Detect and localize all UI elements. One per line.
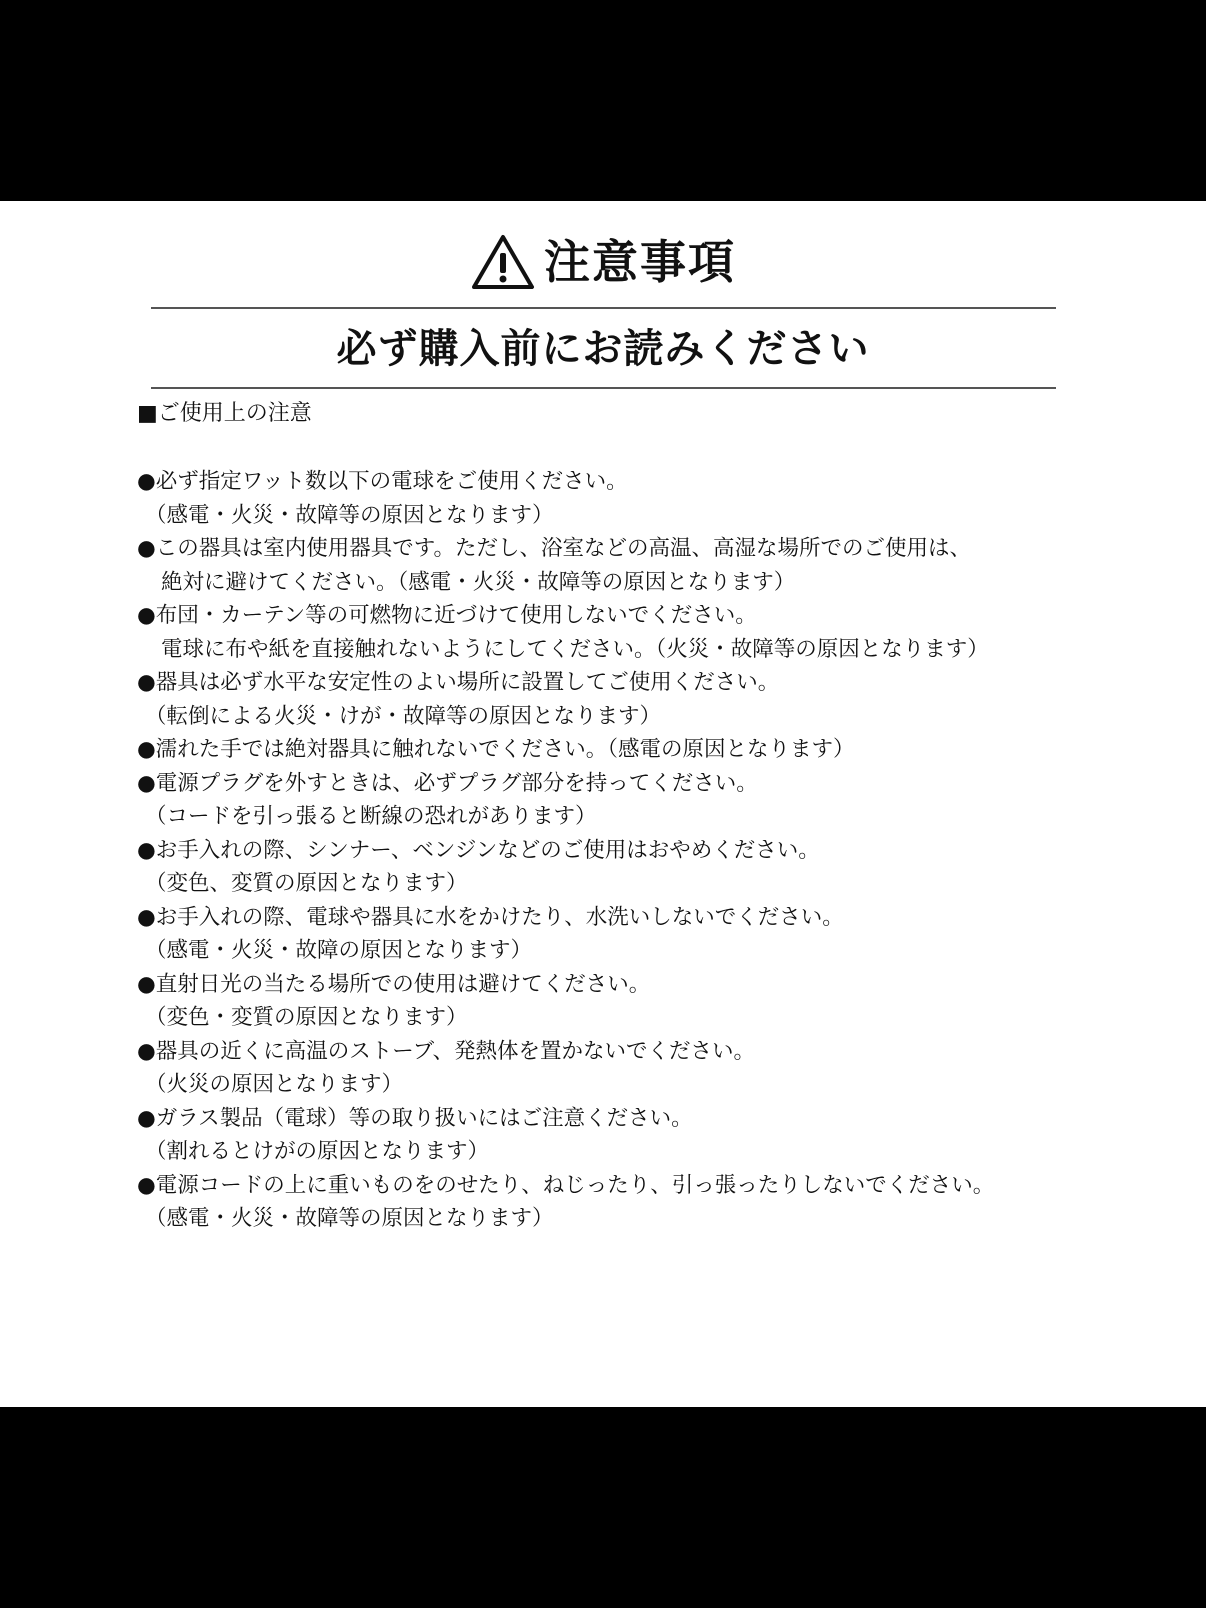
caution-item <box>137 1169 1067 1236</box>
caution-line: ●濡れた手では絶対器具に触れないでください。（感電の原因となります） <box>137 737 855 762</box>
caution-line: ●直射日光の当たる場所での使用は避けてください。 <box>137 971 651 997</box>
caution-line: ●電源プラグを外すときは、必ずプラグ部分を持ってください。 <box>137 770 758 796</box>
top-black-band <box>0 0 1206 201</box>
caution-item <box>137 834 1067 901</box>
caution-line: ●器具の近くに高温のストーブ、発熱体を置かないでください。 <box>137 1038 755 1064</box>
warning-triangle-icon <box>470 233 536 291</box>
caution-note: （感電・火災・故障の原因となります） <box>145 938 533 963</box>
caution-item <box>137 767 1067 834</box>
title-row <box>0 227 1206 297</box>
caution-item <box>137 532 1067 599</box>
caution-note: （感電・火災・故障等の原因となります） <box>145 502 554 528</box>
notice-sheet <box>0 201 1206 1407</box>
caution-note: （変色、変質の原因となります） <box>145 871 468 896</box>
caution-line: ●お手入れの際、電球や器具に水をかけたり、水洗いしないでください。 <box>137 904 844 930</box>
caution-item <box>137 1035 1067 1102</box>
caution-note: （割れるとけがの原因となります） <box>145 1139 490 1164</box>
caution-item <box>137 599 1067 666</box>
caution-line-continued: 電球に布や紙を直接触れないようにしてください。（火災・故障等の原因となります） <box>161 636 989 662</box>
caution-note: （転倒による火災・けが・故障等の原因となります） <box>145 703 662 729</box>
page-title: 注意事項 <box>544 235 736 289</box>
caution-item <box>137 968 1067 1035</box>
caution-line: ●お手入れの際、シンナー、ベンジンなどのご使用はおやめください。 <box>137 837 820 863</box>
caution-note: （変色・変質の原因となります） <box>145 1005 468 1030</box>
section-heading: ■ご使用上の注意 <box>137 401 312 426</box>
caution-line: ●ガラス製品（電球）等の取り扱いにはご注意ください。 <box>137 1105 693 1131</box>
caution-list <box>137 465 1067 1236</box>
caution-line: ●必ず指定ワット数以下の電球をご使用ください。 <box>137 469 628 494</box>
bottom-divider <box>151 387 1056 389</box>
page-subtitle: 必ず購入前にお読みください <box>336 326 870 372</box>
notice-content <box>137 399 1067 1236</box>
caution-line-continued: 絶対に避けてください。（感電・火災・故障等の原因となります） <box>161 569 796 595</box>
caution-line: ●布団・カーテン等の可燃物に近づけて使用しないでください。 <box>137 603 757 628</box>
caution-item <box>137 1102 1067 1169</box>
caution-item <box>137 901 1067 968</box>
caution-note: （火災の原因となります） <box>145 1072 404 1097</box>
caution-note: （コードを引っ張ると断線の恐れがあります） <box>145 804 597 829</box>
caution-item <box>137 465 1067 532</box>
caution-item <box>137 666 1067 733</box>
caution-item <box>137 733 1067 767</box>
caution-line: ●電源コードの上に重いものをのせたり、ねじったり、引っ張ったりしないでください。 <box>137 1172 995 1198</box>
bottom-black-band <box>0 1407 1206 1608</box>
caution-line: ●器具は必ず水平な安定性のよい場所に設置してご使用ください。 <box>137 670 780 695</box>
caution-note: （感電・火災・故障等の原因となります） <box>145 1206 554 1231</box>
caution-line: ●この器具は室内使用器具です。ただし、浴室などの高温、高湿な場所でのご使用は、 <box>137 536 972 561</box>
top-divider <box>151 307 1056 309</box>
